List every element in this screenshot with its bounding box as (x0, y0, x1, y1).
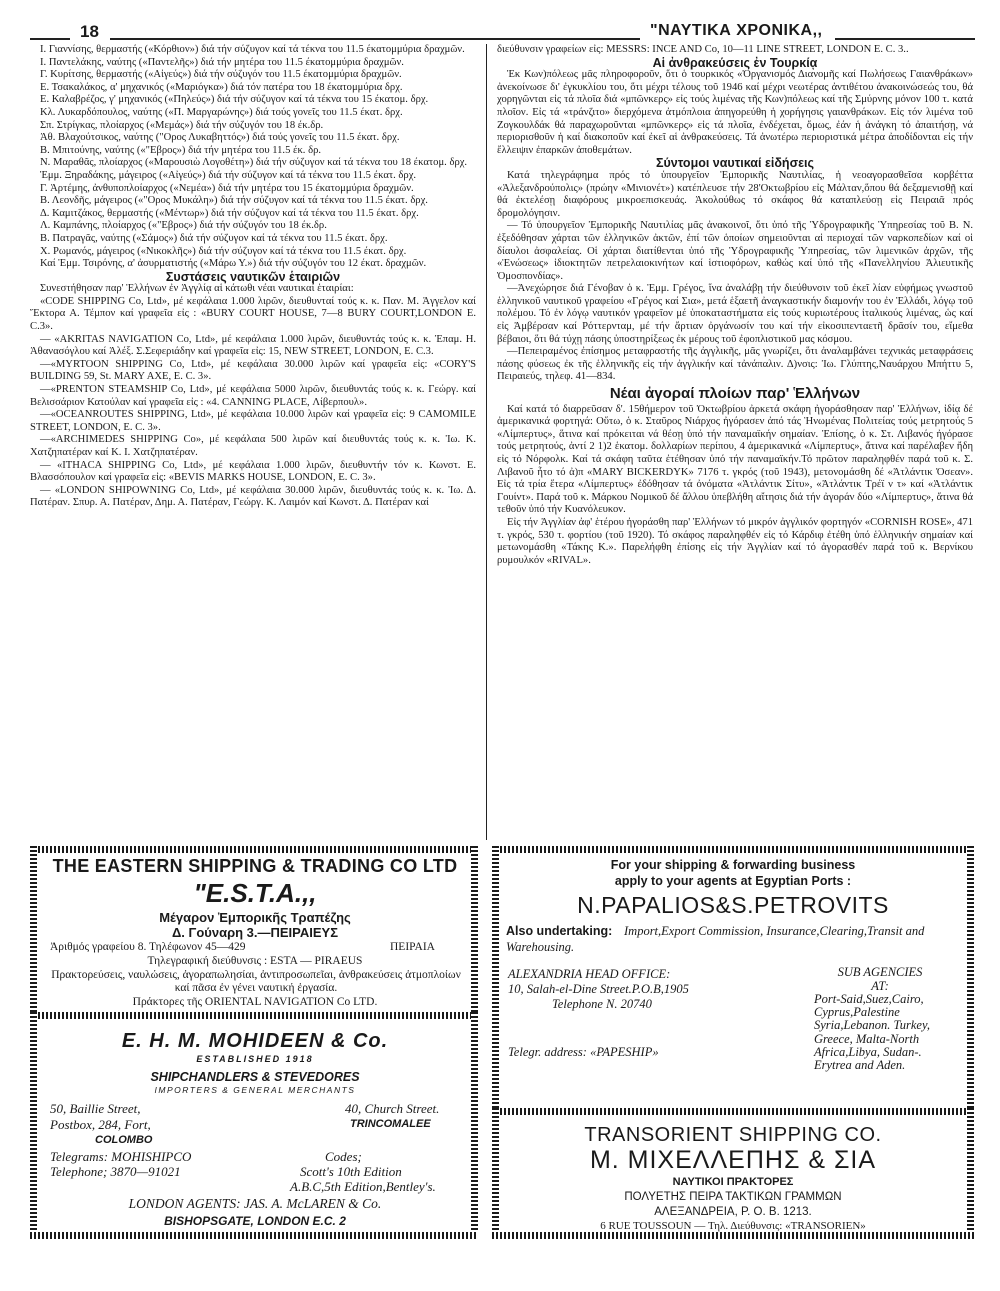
companies-list (30, 283, 476, 510)
mohideen-address-trinco-1: 40, Church Street. (345, 1101, 440, 1116)
crew-entry: Ι. Γιαννίσης, θερμαστής («Κόρθιον») διά τήν σύζυγον καί τά τέκνα του 11.5 έκατομμύρια δραχμῶν. (40, 44, 465, 55)
mohideen-london-address: BISHOPSGATE, LONDON E.C. 2 (164, 1214, 346, 1228)
esta-abbreviation: "E.S.T.A.,, (193, 878, 317, 908)
article-paragraph: Εἰς τήν Ἀγγλίαν ἀφ' ἑτέρου ἠγοράσθη παρ' Ἑλλήνων τό μικρόν ἀγγλικόν φορτηγόν «CORNISH ROSE», 471 τ. γκρός, 530 τ. φορτίου (τοῦ 1920). Τό σκάφος παραληφθέν εἰς τό Κάρδιφ ἐτέθη ὑπό ἑλληνικήν σημαίαν καί μετωνομάσθη «Τάκης Κ.». Παρελήφθη ἐπίσης εἰς τήν Ἀγγλίαν καί τό ἀγορασθέν παρά τοῦ κ. Βερνίκου ρυμουλκόν «RIVAL». (497, 516, 973, 566)
section-title-coaling-turkey: Αἱ ἀνθρακεύσεις ἐν Τουρκίᾳ (652, 55, 818, 70)
company-entry: — «ITHACA SHIPPING Co, Ltd», μέ κεφάλαια 1.000 λιρῶν, διευθυντήν τόν κ. Κωνστ. Ε. Βλασσόπουλον καί γραφεῖα εἰς: «BEVIS MARKS HOUSE, LONDON, E. C. 3». (30, 459, 476, 484)
continued-address: διεύθυνσιν γραφείων εἰς: MESSRS: INCE AND Co, 10—11 LINE STREET, LONDON E. C. 3.. (497, 44, 909, 55)
company-entry: —«OCEANROUTES SHIPPING, Ltd», μέ κεφάλαια 10.000 λιρῶν καί γραφεῖα εἰς: 9 CAMOMILE STREET, LONDON, E. C. 3». (30, 409, 476, 433)
mohideen-address-colombo-3: COLOMBO (95, 1134, 153, 1146)
news-item: Κατά τηλεγράφημα πρός τό ὑπουργεῖον Ἐμπορικῆς Ναυτιλίας, ἡ νεοαγορασθεῖσα κορβέττα «Ἀλεξανδρούπολις» (πρώην «Μινιονέτ») κατέπλευσε τήν 28'Οκτωβρίου εἰς Μάλταν,ὅπου θά δεξαμενισθῇ καί θά ἐκτελέσῃ διαφόρους μικροεπισκευάς. Ἀκολούθως τό σκάφος θά καταπλεύσῃ εἰς Πειραιᾶ πρός δρομολόγησιν. (497, 169, 973, 219)
transorient-company: TRANSORIENT SHIPPING CO. (584, 1124, 882, 1146)
transorient-city: ΑΛΕΞΑΝΔΡΕΙΑ, P. O. B. 1213. (654, 1206, 812, 1218)
crew-entry: Β. Λεονδῆς, μάγειρος («"Ορος Μυκάλη») διά τήν σύζυγον καί τά τέκνα του 11.5 έκατ. δρχ. (40, 195, 428, 207)
mohideen-address-trinco-2: TRINCOMALEE (350, 1118, 431, 1130)
column-divider (486, 44, 487, 840)
papalios-street: 10, Salah-el-Dine Street.P.O.B,1905 (508, 982, 689, 996)
crew-entry: Ι. Παντελάκης, ναύτης («Παντελῆς») διά τήν μητέρα του 11.5 έκατομμύρια δραχμῶν. (40, 56, 404, 68)
esta-agents: Πράκτορες τῆς ORIENTAL NAVIGATION Co LTD. (132, 996, 378, 1008)
crew-entry: Σπ. Στρίγκας, πλοίαρχος («Μεμάς») διά τήν σύζυγόν του 18 έκ.δρ. (40, 119, 324, 131)
article-paragraph: Καί κατά τό διαρρεῦσαν δ'. 15θήμερον τοῦ Ὀκτωβρίου ἀρκετά σκάφη ἠγοράσθησαν παρ' Ἑλλήνων, ἰδίᾳ δέ ἀμερικανικά φορτηγά: Οὕτω, ὁ κ. Σταῦρος Νιάρχος ἠγόρασεν ἀπό τάς Ἡνωμένας Πολιτείας τούς μετρητούς 5 «Λίμπερτυς», ἅτινα καί πρόκειται νά θέσῃ ὑπό τήν παναμαϊκήν σημαίαν. Ἐπίσης, ὁ κ. Στ. Λιβανός ἠγόρασε τούς μετρητούς, ἀντί 2 1)2 ἑκατομ. δολλαρίων περίπου, 4 ἀμερικανικά «Λίμπερτυς», ἅτινα καί παρέλαβεν ἤδη εἰς τό Νόρφολκ. Καί τά σκάφη ταῦτα ἐτέθησαν ὑπό τήν παναμαϊκήν.Τό πρῶτον παραληφθέν παρά τοῦ κ. Σ. Λιβανοῦ ἦτο τό ἀ)π «MARY BICKERDYK» 7176 τ. γκρός (τοῦ 1943), μετονομάσθη δέ «Ἀτλάντικ Ὀσεαν». Εἰς τά τρία ἕτερα «Λίμπερτυς» ἐδόθησαν τά ὀνόματα «Ἀτλάντικ Σίτυ», «Ἀτλάντικ Τρέϊ ν τ» καί «Ἀτλάντικ Γουίντ». Παρά τοῦ κ. Μάρκου Νομικοῦ δέ ἄλλου ὑπεβλήθη αἴτησις διά τήν ἀγοράν δύο «Λίμπερτυς», ἅτινα θά τεθοῦν ὑπό τήν Κυανόλευκον. (497, 403, 973, 516)
transorient-address: 6 RUE TOUSSOUN — Τηλ. Διεύθυνσις: «TRANSORIEN» (600, 1220, 866, 1232)
company-entry: —«MYRTOON SHIPPING Co, Ltd», μέ κεφάλαια 30.000 λιρῶν καί γραφεῖα εἰς: «CORY'S BUILDING 59, St. MARY AXE, E. C. 3». (30, 358, 476, 383)
crew-entry: Χ. Ρωμανός, μάγειρος («Νικοκλῆς») διά τήν σύζυγον καί τά τέκνα του 11.5 έκατ. δρχ. (40, 245, 407, 257)
crew-entry: Δ. Καμιτζάκος, θερμαστής («Μέντωρ») διά τήν σύζυγον καί τά τέκνα του 11.5 έκατ. δρχ. (40, 207, 419, 219)
publication-title: "ΝΑΥΤΙΚΑ ΧΡΟΝΙΚΑ,, (650, 22, 823, 39)
section-title-short-news: Σύντομοι ναυτικαί εἰδήσεις (655, 156, 815, 171)
crew-entry: Ε. Τσακαλάκος, α' μηχανικός («Μαριόγκα») διά τόν πατέρα του 18 έκατομμύρια δρχ. (40, 81, 403, 93)
crew-entry: Ε. Καλαβρέζος, γ' μηχανικός («Πηλεύς») διά τήν σύζυγον καί τά τέκνα του 15 έκατομ. δρχ. (40, 94, 429, 106)
transorient-agents: ΝΑΥΤΙΚΟΙ ΠΡΑΚΤΟΡΕΣ (672, 1176, 794, 1188)
article-paragraph: Ἐκ Κων)πόλεως μᾶς πληροφοροῦν, ὅτι ὁ τουρκικός «Ὀργανισμός Διανομῆς καί Πωλήσεως Γαιανθράκων» ἀνεκοίνωσε δι' ἐγκυκλίου του, ὅτι μέχρι τέλους τοῦ 1946 καί μέχρι νεωτέρας ἀντιθέτου ἀνακοινώσεώς του, θά χορηγῶνται εἰς τά πλοῖα διά «μπῶνκερς» εἰς τούς λιμένας τῆς Κων)πόλεως καί τῆς Σμύρνης μόνον 100 τ. κατά πλοῖον. Εἰς τά «τράνζιτο» διερχόμενα ἀτμόπλοια ἀπηγορεύθη ἡ χορήγησις γαιανθράκων. Εἰς τόν λιμένα τοῦ Ζογκουλδάκ θά παραχωροῦνται «μπῶνκερς» εἰς τά πλοῖα, ἐνδέχεται, ὅμως, ἐάν ἡ ἀνάγκη τό ἀπαιτήσῃ, νά περιορισθοῦν ἡ καί διακοποῦν καί ἐκεῖ αἱ ἀνθρακεύσεις. Τά ἀνωτέρω περιοριστικά μέτρα ἀποδίδονται εἰς τήν ἔλλειψιν ἐπαρκῶν ἀποθεμάτων. (497, 69, 973, 156)
short-news-article (497, 170, 973, 384)
esta-city: ΠΕΙΡΑΙΑ (390, 941, 435, 953)
papalios-name: N.PAPALIOS&S.PETROVITS (577, 892, 889, 918)
transorient-owner: Μ. ΜΙΧΕΛΛΕΠΗΣ & ΣIA (589, 1146, 877, 1174)
papalios-subagencies-list: Port-Said,Suez,Cairo, Cyprus,Palestine Syria,Lebanon. Turkey, Greece, Malta-North Africa,Libya, Sudan-. Erytrea and Aden. (814, 992, 930, 1073)
right-column (497, 44, 973, 840)
crew-entry: Γ. Κυρίτσης, θερμαστής («Αἰγεύς») διά τήν σύζυγόν του 11.5 έκατομμύρια δραχμῶν. (40, 69, 402, 81)
mohideen-codes-scott: Scott's 10th Edition (300, 1164, 402, 1179)
esta-street: Δ. Γούναρη 3.—ΠΕΙΡΑΙΕΥΣ (171, 925, 339, 940)
papalios-also-label: Also undertaking: (506, 924, 613, 938)
papalios-subagencies-title: SUB AGENCIES (837, 965, 923, 979)
header-rule-left (30, 38, 70, 40)
crew-entry: Ἐμμ. Ξηραδάκης, μάγειρος («Αἰγεύς») διά τήν σύζυγον καί τά τέκνα του 11.5 έκατ. δρχ. (40, 169, 417, 181)
company-entry: Συνεστήθησαν παρ' Ἑλλήνων ἐν Ἀγγλίᾳ αἱ κάτωθι νέαι ναυτικαί ἑταιρίαι: (40, 283, 354, 295)
company-entry: «CODE SHIPPING Co, Ltd», μέ κεφάλαια 1.000 λιρῶν, διευθυνταί τούς κ. κ. Παν. Μ. Ἀγγελον καί Ἕκτορα Α. Τέμπον καί γραφεῖα εἰς : «BURY COURT HOUSE, 7—8 BURY COURT,LONDON E. C.3». (30, 295, 476, 333)
mohideen-codes-abc: A.B.C,5th Edition,Bentley's. (290, 1179, 436, 1194)
mohideen-subtrade: IMPORTERS & GENERAL MERCHANTS (154, 1085, 356, 1095)
esta-services: Πρακτορεύσεις, ναυλώσεις, ἀγοραπωλησίαι, ἀντιπροσωπεῖαι, ἀνθρακεύσεις ἀτμοπλοίων καί πᾶσα ἐν γένει ναυτική ἐργασία. (51, 969, 461, 994)
crew-entry: Ἀθ. Βλαχούτσικος, ναύτης ("Ορος Λυκαβηττός») διά τούς γονεῖς του 11.5 έκατ. δρχ. (40, 132, 400, 144)
mohideen-telephone: Telephone; 3870—91021 (50, 1164, 181, 1179)
papalios-tagline-2: apply to your agents at Egyptian Ports : (614, 874, 852, 888)
crew-entry: Καί Ἐμμ. Τσιρόνης, α' ἀσυρματιστής («Μάρω Υ.») διά τήν σύζυγόν του 12 έκατ. δραχμῶν. (40, 258, 427, 270)
esta-telegraph: Τηλεγραφική διεύθυνσις : ESTA — PIRAEUS (147, 955, 363, 967)
mohideen-london-agents: LONDON AGENTS: JAS. A. McLAREN & Co. (128, 1196, 382, 1211)
papalios-telephone: Telephone N. 20740 (552, 997, 652, 1011)
transorient-experience: ΠΟΛΥΕΤΗΣ ΠΕΙΡΑ ΤΑΚΤΙΚΩΝ ΓΡΑΜΜΩΝ (624, 1191, 842, 1203)
news-item: — Τό ὑπουργεῖον Ἐμπορικῆς Ναυτιλίας μᾶς ἀνακοινοῖ, ὅτι ὑπό τῆς Ὑδρογραφικῆς Ὑπηρεσίας τοῦ Β. Ν. ἐξεδόθησαν χάρται τῶν ἑλληνικῶν ἀκτῶν, ἐπί τῶν ὁποίων σημειοῦνται αἱ περιοχαί τῶν ναρκοπεδίων καί οἱ δίαυλοι ἀσφαλείας. Οἱ χάρται διατίθενται ὑπό τῆς Ὑδρογραφικῆς Ὑπηρεσίας, τῶν λιμενικῶν ἀρχῶν, τῆς «Ἑνώσεως» ἰδιοκτητῶν πετρελαιοκινήτων καί ἱστιοφόρων, καθώς καί ὑπό τῆς «Πανελληνίου Ἀλιευτικῆς Ὁμοσπονδίας». (497, 220, 973, 282)
news-item: —Πεπειραμένος ἐπίσημος μεταφραστής τῆς ἀγγλικῆς, μᾶς γνωρίζει, ὅτι ἀναλαμβάνει τεχνικάς μεταφράσεις πάσης φύσεως ἐκ τῆς ἑλληνικῆς εἰς τήν ἀγγλικήν καί τἀνάπαλιν. Δ)νσις: Ἰω. Γλύπτης,Ναυάρχου Μπήττυ 5, Πειραιεύς, τηλεφ. 41—834. (497, 346, 973, 383)
company-entry: — «LONDON SHIPOWNING Co, Ltd», μέ κεφάλαια 30.000 λιρῶν, διευθυντάς τούς κ. κ. Ἰω. Δ. Πατέραν. Σπυρ. Α. Πατέραν, Δημ. Α. Πατέραν, Γεώργ. Κ. Λαιμόν καί Κωνστ. Δ. Πατέραν καί (30, 484, 476, 509)
esta-building: Μέγαρον Ἐμπορικῆς Τραπέζης (159, 910, 351, 925)
mohideen-name: E. H. M. MOHIDEEN & Co. (121, 1030, 389, 1052)
crew-entry: Λ. Καμπάνης, πλοίαρχος («"Εβρος») διά τήν σύζυγόν του 18 έκ.δρ. (40, 220, 327, 232)
esta-office-phone: Ἀριθμός γραφείου 8. Τηλέφωνον 45—429 (50, 941, 246, 953)
mohideen-codes-label: Codes; (325, 1149, 362, 1164)
company-entry: — «AKRITAS NAVIGATION Co, Ltd», μέ κεφάλαια 1.000 λιρῶν, διευθυντάς τούς κ. κ. Ἐπαμ. Η. Ἀθανασόγλου καί Ἀλέξ. Σ.Σεφεριάδην καί γραφεῖα εἰς: 15, NEW STREET, LONDON, E. C.3. (30, 333, 476, 358)
crew-entry: Ν. Μαραθᾶς, πλοίαρχος («Μαρουσιὼ Λογοθέτη») διά τήν σύζυγον καί τά τέκνα του 18 έκατομ. δρχ. (40, 157, 468, 169)
section-title-companies: Συστάσεις ναυτικῶν ἑταιριῶν (165, 269, 341, 284)
papalios-telegraph: Telegr. address: «PAPESHIP» (508, 1045, 659, 1059)
mohideen-address-colombo-1: 50, Baillie Street, (50, 1101, 141, 1116)
left-column (30, 44, 476, 840)
page-number: 18 (80, 22, 99, 41)
mohideen-address-colombo-2: Postbox, 284, Fort, (50, 1117, 151, 1132)
ship-purchases-article (497, 404, 973, 568)
section-title-ship-purchases: Νέαι ἀγοραί πλοίων παρ' Ἑλλήνων (609, 385, 861, 403)
coaling-article (497, 69, 973, 157)
news-item: —Ἀνεχώρησε διά Γένοβαν ὁ κ. Ἐμμ. Γρέγος, ἵνα ἀναλάβῃ τήν διεύθυνσιν τοῦ ἐκεῖ λίαν εὐφήμως γνωστοῦ ἑλληνικοῦ ναυτικοῦ γραφείου «Γρέγος καί Σια», μετά ἑξαετῆ ἀναγκαστικήν διαμονήν του ἐν Ἑλλάδι, λόγῳ τοῦ πολέμου. Τό ἐν λόγῳ ναυτικόν γραφεῖον μέ ὑποκαταστήματα εἰς τούς κυριωτέρους ἰταλικούς λιμένας, ὡς καί εἰς Ἀμβέρσαν καί Ρόττερνταμ, μέ τήν ἄρτιαν ὀργάνωσίν του καί τήν εἰκοσιπενταετῆ δρᾶσίν του, εἴμεθα βέβαιοι, ὅτι θά τύχῃ πάσης ὑποστηρίξεως ἐκ μέρους τοῦ ἐφοπλιστικοῦ μας κόσμου. (497, 283, 973, 345)
company-entry: —«PRENTON STEAMSHIP Co, Ltd», μέ κεφάλαια 5000 λιρῶν, διευθυντάς τούς κ. κ. Γεώργ. καί Βελισσάριον Κατούλαν καί γραφεῖα εἰς : «4. CANNING PLACE, Λίβερπουλ». (30, 384, 476, 408)
crew-compensation-list (30, 44, 476, 271)
crew-entry: Β. Πατραγᾶς, ναύτης («Σάμος») διά τήν σύζυγον καί τά τέκνα του 11.5 έκατ. δρχ. (40, 232, 388, 244)
papalios-tagline-1: For your shipping & forwarding business (610, 858, 856, 872)
mohideen-established: ESTABLISHED 1918 (196, 1054, 314, 1064)
header-rule-middle (110, 38, 640, 40)
mohideen-telegrams: Telegrams: MOHISHIPCO (50, 1149, 192, 1164)
papalios-subagencies-at: AT: (871, 979, 889, 993)
papalios-services: Import,Export Commission, Insurance,Clearing,Transit and Warehousing. (506, 924, 925, 954)
crew-entry: Β. Μπιτούνης, ναύτης («"Εβρος») διά τήν μητέρα του 11.5 έκ. δρ. (40, 144, 322, 156)
esta-company-name: THE EASTERN SHIPPING & TRADING CO LTD (52, 856, 458, 876)
company-entry: —«ARCHIMEDES SHIPPING Co», μέ κεφάλαια 500 λιρῶν καί διευθυντάς τούς κ. κ. Ἰω. Κ. Χατζηπατέραν καί Κ. Ι. Χατζηπατέραν. (30, 434, 476, 458)
mohideen-trade: SHIPCHANDLERS & STEVEDORES (150, 1070, 360, 1084)
crew-entry: Γ. Ἀρτέμης, ἀνθυποπλοίαρχος («Νεμέα») διά τήν μητέρα του 15 έκατομμύρια δραχμῶν. (40, 182, 414, 194)
papalios-head-office: ALEXANDRIA HEAD OFFICE: (508, 967, 671, 981)
header-rule-right (835, 38, 975, 40)
crew-entry: Κλ. Λυκαρδόπουλος, ναύτης («Π. Μαργαρώνης») διά τούς γονεῖς του 11.5 έκατ. δρχ. (40, 106, 403, 118)
